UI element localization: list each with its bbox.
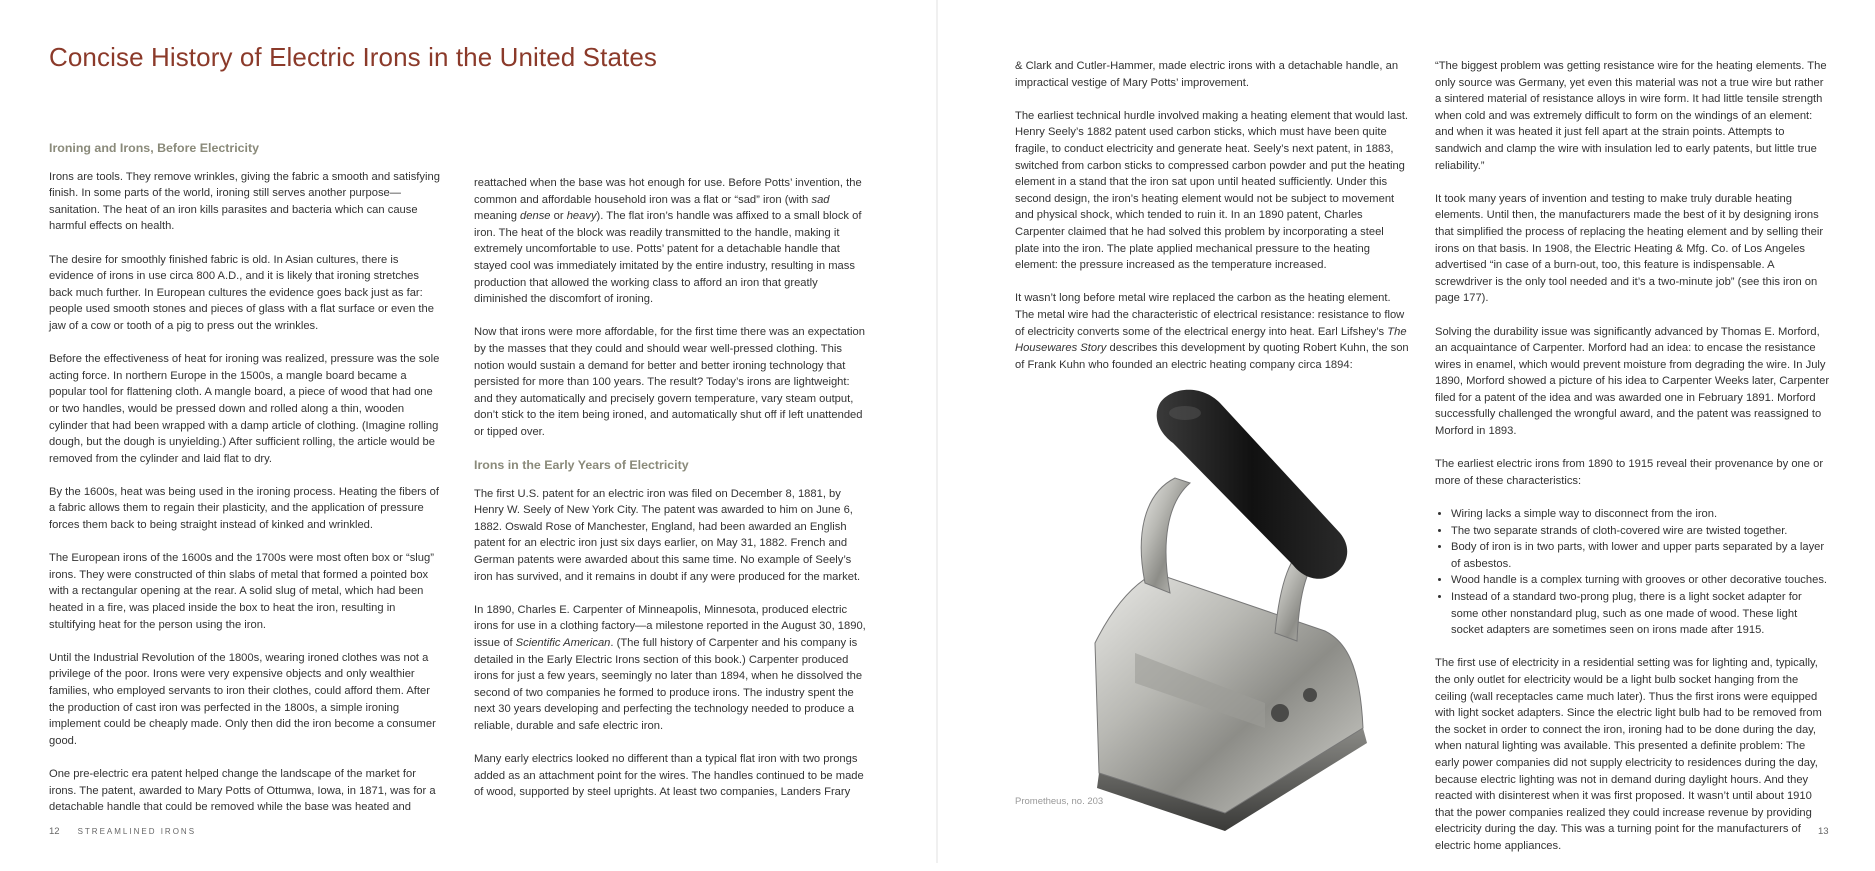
paragraph: In 1890, Charles E. Carpenter of Minneapolis, Minnesota, produced electric irons for use in a clothing factory—a milestone reported in the August 30, 1890, issue of Scientific American. (The full history of Carpenter and his company is detailed in the Early Electric Irons section of this book.) Carpenter produced irons for just a few years, seemingly no later than 1894, when he dissolved the second of two companies he formed to produce irons. The industry spent the next 30 years developing and perfecting the technology needed to produce a reliable, durable and safe electric iron. <box>474 603 866 732</box>
paragraph: It took many years of invention and testing to make truly durable heating elements. Until then, the manufacturers made the best of it by designing irons that simplified the process of replacing the heating element and by selling their irons on that basis. In 1908, the Electric Heating & Mfg. Co. of Los Angeles advertised “in case of a burn-out, too, this feature is indispensable. A screwdriver is the only tool needed and it’s a two-minute job” (see this iron on page 177). <box>1435 192 1824 305</box>
paragraph: By the 1600s, heat was being used in the ironing process. Heating the fibers of a fabric allows them to regain their plasticity, and the application of pressure forces them back to being straight instead of kinked and wrinkled. <box>49 485 439 532</box>
paragraph: Irons are tools. They remove wrinkles, giving the fabric a smooth and satisfying finish. In some parts of the world, ironing still serves another purpose—sanitation. The heat of an iron kills parasites and bacteria which can cause harmful effects on health. <box>49 170 440 233</box>
list-item: • The two separate strands of cloth-covered wire are twisted together. <box>1451 523 1831 540</box>
left-column-1 <box>49 140 443 832</box>
paragraph: The first use of electricity in a residential setting was for lighting and, typically, the only outlet for electricity would be a light bulb socket hanging from the ceiling (wall receptacles came much later). Thus the first irons were equipped with light socket adapters. Since the electric light bulb had to be removed from the socket in order to connect the iron, ironing had to be done during the day, when natural lighting was available. This presented a definite problem: The early power companies did not supply electricity to residences during the day, because electric lighting was not in demand during daylight hours. And they reacted with disinterest when it was first proposed. It wasn’t until about 1910 that the power companies realized they could increase revenue by providing electricity during the day. This was a turning point for the manufacturers of electric home appliances. <box>1435 657 1822 852</box>
characteristics-list <box>1435 506 1831 639</box>
paragraph: The earliest technical hurdle involved making a heating element that would last. Henry Seely’s 1882 patent used carbon sticks, which must have been quite fragile, to conduct electricity and generate heat. Seely’s next patent, in 1883, switched from carbon sticks to compressed carbon powder and put the heating element in a stand that the iron sat upon until heated sufficiently. Under this second design, the iron’s heating element would not be subject to movement and physical shock, which tended to ruin it. In an 1890 patent, Charles Carpenter claimed that he had solved this problem by incorporating a steel plate into the iron. The plate applied mechanical pressure to the heating element: the pressure increased as the temperature increased. <box>1015 109 1409 272</box>
page-title: Concise History of Electric Irons in the United States <box>49 42 657 72</box>
list-item: • Wood handle is a complex turning with grooves or other decorative touches. <box>1451 572 1831 589</box>
left-column-2 <box>474 175 868 818</box>
right-column-1 <box>1015 58 1411 390</box>
paragraph: The first U.S. patent for an electric iron was filed on December 8, 1881, by Henry W. Seely of New York City. The patent was awarded to him on June 6, 1882. Oswald Rose of Manchester, England, had been awarded an English patent for an electric iron just six days earlier, on May 31, 1882. French and German patents were awarded about this same time. No example of Seely’s iron has survived, and it remains in doubt if any were produced for the market. <box>474 487 861 583</box>
paragraph: The desire for smoothly finished fabric is old. In Asian cultures, there is evidence of irons in use circa 800 A.D., and it is likely that ironing stretches back much further. In European cultures the evidence goes back just as far: people used smooth stones and pieces of glass with a flat surface or even the jaw of a cow or tooth of a pig to press out the wrinkles. <box>49 253 434 332</box>
section-heading-early-electricity: Irons in the Early Years of Electricity <box>474 458 689 473</box>
paragraph: Solving the durability issue was significantly advanced by Thomas E. Morford, an acquaintance of Carpenter. Morford had an idea: to encase the resistance wires in enamel, which would prevent moisture from degrading the wire. In July 1890, Morford showed a picture of his idea to Carpenter Weeks later, Carpenter filed for a patent of the idea and was awarded one in February 1891. Morford successfully challenged the wrongful award, and the patent was reassigned to Morford in 1893. <box>1435 325 1830 438</box>
photo-caption: Prometheus, no. 203 <box>1015 796 1104 807</box>
right-column-2 <box>1435 58 1831 871</box>
paragraph: Many early electrics looked no different than a typical flat iron with two prongs added as an attachment point for the wires. The handles continued to be made of wood, supported by steel uprights. At least two companies, Landers Frary <box>474 753 864 799</box>
list-item: • Wiring lacks a simple way to disconnect from the iron. <box>1451 506 1831 523</box>
running-head: STREAMLINED IRONS <box>77 827 197 836</box>
section-heading-before-electricity: Ironing and Irons, Before Electricity <box>49 141 259 155</box>
quote-paragraph: “The biggest problem was getting resistance wire for the heating elements. The only source was Germany, yet even this material was not a true wire but rather a sintered material of resistance alloys in wire form. It had little tensile strength when cold and was extremely difficult to form on the windings of an element: and when it was heated it just fell apart at the strain points. Attempts to sandwich and clamp the wire with insulation led to early patents, but little true reliability.” <box>1435 60 1827 172</box>
antique-electric-iron-photo <box>1075 383 1375 838</box>
paragraph: Before the effectiveness of heat for ironing was realized, pressure was the sole acting force. In northern Europe in the 1500s, a mangle board became a popular tool for flattening cloth. A mangle board, a piece of wood that had one or two handles, would be pressed down and rolled along a thin, wooden cylinder that had been wrapped with a damp article of clothing. (Imagine rolling dough, but the dough is unyielding.) After sufficient rolling, the article would be removed from the cylinder and laid flat to dry. <box>49 353 440 465</box>
paragraph: & Clark and Cutler-Hammer, made electric irons with a detachable handle, an impractical vestige of Mary Potts’ improvement. <box>1015 60 1399 89</box>
list-item: • Body of iron is in two parts, with lower and upper parts separated by a layer of asbestos. <box>1451 539 1831 572</box>
paragraph: One pre-electric era patent helped change the landscape of the market for irons. The patent, awarded to Mary Potts of Ottumwa, Iowa, in 1871, was for a detachable handle that could be removed while the base was heated and <box>49 767 436 814</box>
paragraph: reattached when the base was hot enough for use. Before Potts’ invention, the common and affordable household iron was a flat or “sad” iron (with sad meaning dense or heavy). The flat iron’s handle was affixed to a small block of iron. The heat of the block was readily transmitted to the handle, making it extremely uncomfortable to use. Potts’ patent for a detachable handle that stayed cool was immediately imitated by the entire industry, resulting in mass production that allowed the working class to afford an iron that greatly diminished the discomfort of ironing. <box>474 177 862 306</box>
paragraph: It wasn’t long before metal wire replaced the carbon as the heating element. The metal wire had the characteristic of electrical resistance: resistance to flow of electricity converts some of the electrical energy into heat. Earl Lifshey’s The Housewares Story describes this development by quoting Robert Kuhn, the son of Frank Kuhn who founded an electric heating company circa 1894: <box>1015 292 1409 371</box>
paragraph: Until the Industrial Revolution of the 1800s, wearing ironed clothes was not a privilege of the poor. Irons were very expensive objects and only wealthier families, who employed servants to iron their clothes, could afford them. After the production of cast iron was perfected in the 1800s, a simple ironing implement could be cheaply made. Only then did the iron become a consumer good. <box>49 651 436 747</box>
paragraph: The European irons of the 1600s and the 1700s were most often box or “slug” irons. They were constructed of thin slabs of metal that formed a pointed box with a rectangular opening at the rear. A solid slug of metal, which had been heated in a fire, was placed inside the box to heat the iron, resulting in stultifying heat for the person using the iron. <box>49 552 434 631</box>
list-item: • Instead of a standard two-prong plug, there is a light socket adapter for some other nonstandard plug, such as one made of wood. These light socket adapters are sometimes seen on irons made after 1915. <box>1451 589 1831 639</box>
left-page <box>0 0 937 863</box>
page-number: 12 <box>49 826 60 837</box>
right-footer <box>1818 826 1829 837</box>
paragraph: Now that irons were more affordable, for the first time there was an expectation by the masses that they could and should wear well-pressed clothing. This notion would sustain a demand for better and better ironing technology that persisted for more than 100 years. The result? Today’s irons are lightweight: and they automatically and precisely govern temperature, vary steam output, don’t stick to the item being ironed, and automatically shut off if left unattended or tipped over. <box>474 326 865 438</box>
paragraph: The earliest electric irons from 1890 to 1915 reveal their provenance by one or more of these characteristics: <box>1435 458 1824 487</box>
page-number: 13 <box>1818 826 1829 837</box>
left-footer <box>49 826 196 837</box>
